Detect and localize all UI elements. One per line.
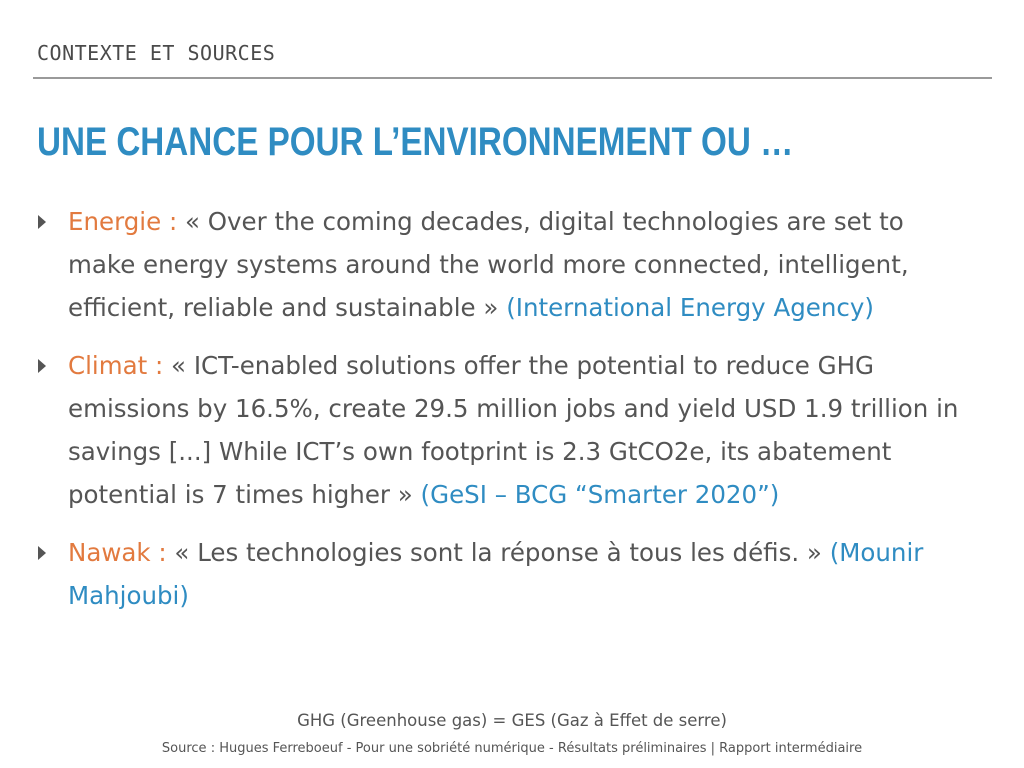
bullet-nawak (37, 531, 967, 617)
bullet-energie (37, 200, 967, 329)
bullet-source: (Mounir Mahjoubi) (68, 538, 924, 610)
bullet-source: (GeSI – BCG “Smarter 2020”) (420, 480, 780, 509)
bullet-label: Climat : (68, 351, 164, 380)
triangle-right-icon (38, 215, 46, 229)
triangle-right-icon (38, 359, 46, 373)
source-footnote: Source : Hugues Ferreboeuf - Pour une sobriété numérique - Résultats préliminaires | Rapport intermédiaire (161, 741, 863, 756)
bullet-quote: « Les technologies sont la réponse à tous les défis. » (174, 538, 822, 567)
bullet-quote: « ICT-enabled solutions offer the potential to reduce GHG emissions by 16.5%, create 29.5 million jobs and yield USD 1.9 trillion in savings [...] While ICT’s own footprint is 2.3 GtCO2e, its abatement potential is 7 times higher » (68, 351, 959, 509)
section-label: CONTEXTE ET SOURCES (37, 41, 276, 65)
bullet-label: Nawak : (68, 538, 167, 567)
slide-title: UNE CHANCE POUR L’ENVIRONNEMENT OU … (37, 120, 794, 164)
bullet-list (37, 200, 967, 632)
bullet-quote: « Over the coming decades, digital technologies are set to make energy systems around the world more connected, intelligent, efficient, reliable and sustainable » (68, 207, 909, 322)
triangle-right-icon (38, 546, 46, 560)
ghg-footnote: GHG (Greenhouse gas) = GES (Gaz à Effet de serre) (297, 711, 727, 730)
bullet-label: Energie : (68, 207, 178, 236)
bullet-source: (International Energy Agency) (506, 293, 874, 322)
header-divider (33, 77, 992, 79)
bullet-climat (37, 344, 967, 516)
